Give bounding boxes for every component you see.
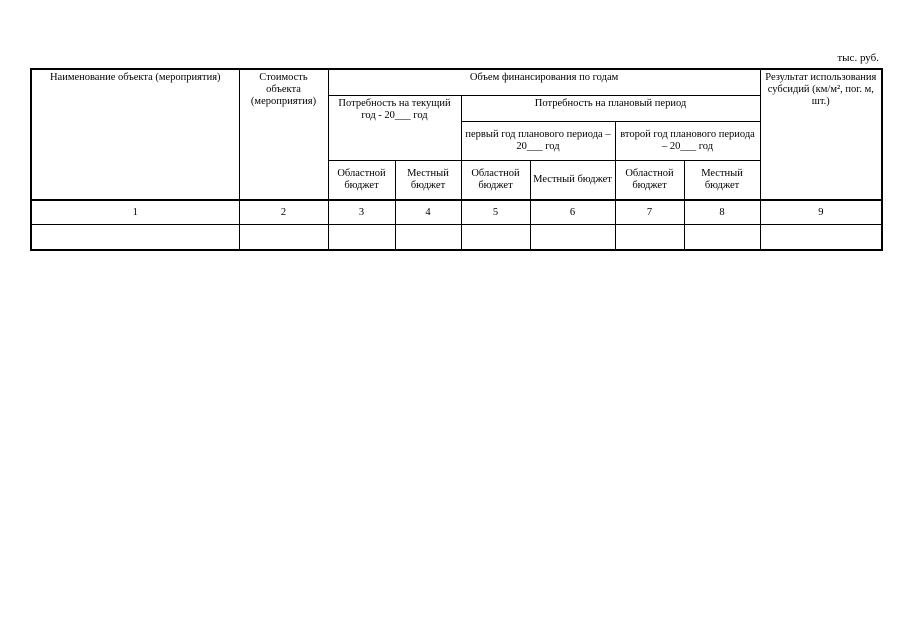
header-first-planned-year: первый год планового периода – 20___ год — [461, 122, 615, 161]
column-number: 8 — [684, 200, 760, 225]
table-cell — [461, 225, 530, 251]
column-number: 3 — [328, 200, 395, 225]
header-col-local-budget: Местный бюджет — [395, 161, 461, 201]
column-number: 9 — [760, 200, 882, 225]
financing-table — [30, 68, 883, 251]
header-subsidy-result: Результат использования субсидий (км/м², пог. м, шт.) — [760, 69, 882, 200]
header-col-local-budget: Местный бюджет — [684, 161, 760, 201]
header-planned-period: Потребность на плановый период — [461, 96, 760, 122]
column-number: 4 — [395, 200, 461, 225]
header-funding-by-years: Объем финансирования по годам — [328, 69, 760, 96]
column-number: 7 — [615, 200, 684, 225]
header-current-year: Потребность на текущий год - 20___ год — [328, 96, 461, 161]
header-col-regional-budget: Областной бюджет — [615, 161, 684, 201]
table-cell — [530, 225, 615, 251]
column-number: 2 — [239, 200, 328, 225]
column-number-row — [31, 200, 882, 225]
column-number: 6 — [530, 200, 615, 225]
column-number: 5 — [461, 200, 530, 225]
table-cell — [239, 225, 328, 251]
header-object-cost: Стоимость объекта (мероприятия) — [239, 69, 328, 200]
table-row — [31, 225, 882, 251]
table-cell — [615, 225, 684, 251]
table-cell — [395, 225, 461, 251]
header-object-name: Наименование объекта (мероприятия) — [31, 69, 239, 200]
header-col-local-budget: Местный бюджет — [530, 161, 615, 201]
header-col-regional-budget: Областной бюджет — [461, 161, 530, 201]
column-number: 1 — [31, 200, 239, 225]
table-cell — [31, 225, 239, 251]
table-cell — [328, 225, 395, 251]
table-cell — [760, 225, 882, 251]
header-col-regional-budget: Областной бюджет — [328, 161, 395, 201]
currency-unit-label: тыс. руб. — [837, 52, 879, 64]
table-cell — [684, 225, 760, 251]
header-second-planned-year: второй год планового периода – 20___ год — [615, 122, 760, 161]
